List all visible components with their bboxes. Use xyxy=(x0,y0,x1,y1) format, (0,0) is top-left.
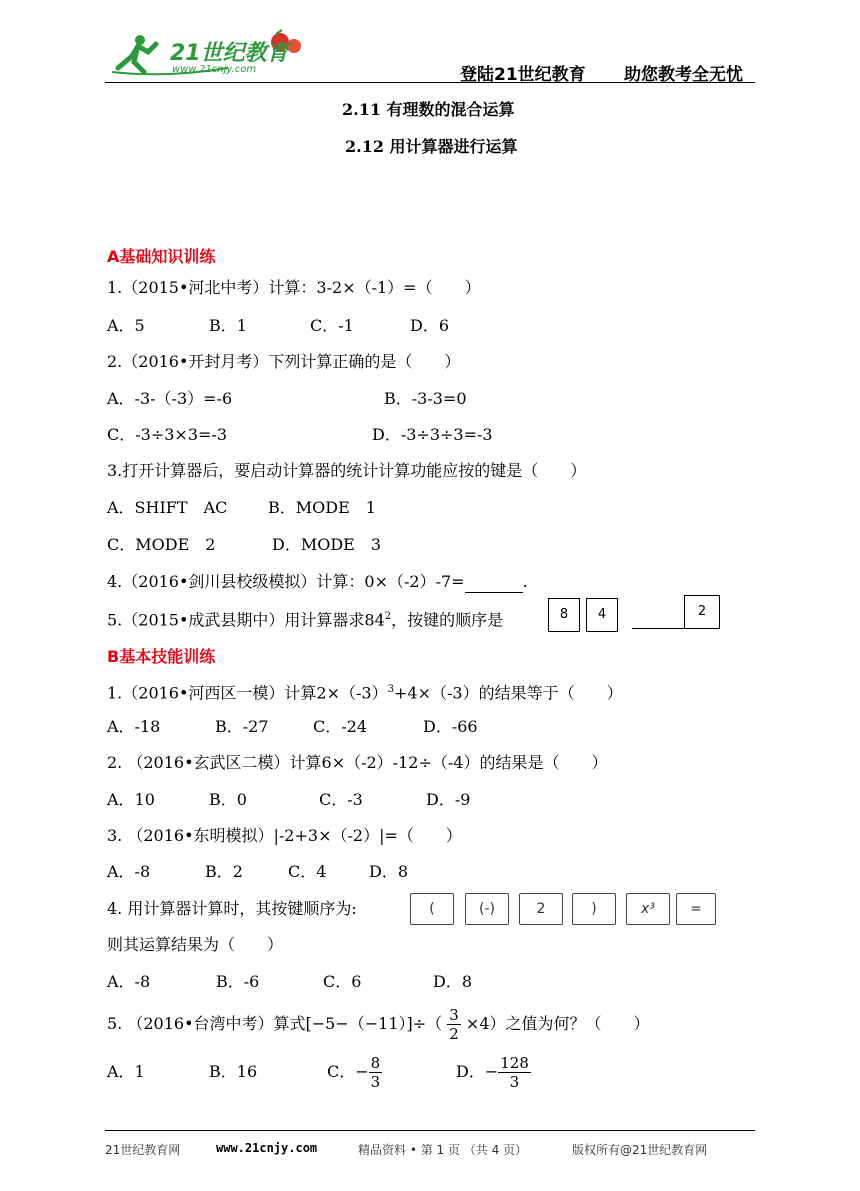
b-q3-option-c: C．4 xyxy=(288,862,327,881)
b-q3-option-d: D．8 xyxy=(369,862,409,881)
a-q2-option-b: B．-3-3=0 xyxy=(384,389,467,408)
b-q3-option-b: B．2 xyxy=(205,862,243,881)
footer-url[interactable]: www.21cnjy.com xyxy=(216,1141,318,1155)
b-question-4-b: 则其运算结果为（ ） xyxy=(107,935,284,954)
fraction-three-halves xyxy=(447,1006,461,1043)
calc-key-negative: (-) xyxy=(465,893,509,925)
header-rule xyxy=(105,82,755,83)
b-q4-option-c: C．6 xyxy=(323,972,362,991)
header-slogan-1: 登陆21世纪教育 xyxy=(460,65,586,85)
b-q1-sup: 3 xyxy=(387,684,394,695)
page-title-2: 2.12 用计算器进行运算 xyxy=(345,137,518,156)
calc-key-open-paren: ( xyxy=(410,893,454,925)
a-q5-text: 5.（2015•成武县期中）用计算器求84 xyxy=(107,610,385,630)
b-q5-option-b: B．16 xyxy=(209,1062,258,1081)
a-q1-option-c: C．-1 xyxy=(310,316,354,335)
b-q5-option-c-label: C．− xyxy=(327,1062,369,1081)
calc-key-two: 2 xyxy=(519,893,563,925)
calc-key-4: 4 xyxy=(586,598,618,632)
calc-key-close-paren: ) xyxy=(572,893,616,925)
footer-copyright: 版权所有@21世纪教育网 xyxy=(572,1143,708,1157)
b-q5-option-a: A．1 xyxy=(107,1062,145,1081)
a-q3-option-b: B．MODE 1 xyxy=(268,498,376,517)
a-q3-option-d: D．MODE 3 xyxy=(272,535,382,554)
b-q1-text-b: +4×（-3）的结果等于（ ） xyxy=(393,683,623,703)
b-q3-option-a: A．-8 xyxy=(107,862,151,881)
b-question-1 xyxy=(107,680,623,703)
b-q2-option-d: D．-9 xyxy=(426,790,471,809)
a-q3-option-a: A．SHIFT AC xyxy=(107,498,228,517)
a-q1-option-a: A．5 xyxy=(107,316,145,335)
a-question-2: 2.（2016•开封月考）下列计算正确的是（ ） xyxy=(107,352,461,371)
section-a-heading: A基础知识训练 xyxy=(107,247,216,266)
b-q2-option-a: A．10 xyxy=(107,790,155,809)
logo-text: 21世纪教育 xyxy=(170,41,289,66)
fraction-128-thirds xyxy=(498,1054,531,1091)
a-q2-option-c: C．-3÷3×3=-3 xyxy=(107,425,227,444)
b-q2-option-c: C．-3 xyxy=(319,790,363,809)
a-q1-option-b: B．1 xyxy=(209,316,247,335)
calc-key-2: 2 xyxy=(684,595,720,629)
a-question-3: 3.打开计算器后，要启动计算器的统计计算功能应按的键是（ ） xyxy=(107,461,587,480)
b-q5-option-d xyxy=(456,1050,531,1094)
b-q1-option-d: D．-66 xyxy=(423,717,478,736)
b-q2-option-b: B．0 xyxy=(209,790,247,809)
a-q4-text: 4.（2016•剑川县校级模拟）计算：0×（-2）-7= xyxy=(107,572,465,591)
a-q2-option-a: A．-3-（-3）=-6 xyxy=(107,389,233,408)
a-question-4 xyxy=(107,572,528,593)
frac-num: 8 xyxy=(370,1054,381,1072)
footer-page: 精品资料 • 第 1 页 （共 4 页） xyxy=(358,1143,528,1157)
b-question-5 xyxy=(107,1004,650,1044)
b-q5-text: 5. （2016•台湾中考）算式[−5−（−11）]÷（ xyxy=(107,1014,443,1033)
a-q4-end: . xyxy=(522,572,528,591)
a-q2-option-d: D．-3÷3÷3=-3 xyxy=(372,425,493,444)
a-question-5 xyxy=(107,607,503,630)
b-q1-option-a: A．-18 xyxy=(107,717,161,736)
calc-key-cube: x³ xyxy=(626,893,670,925)
footer-rule xyxy=(105,1130,755,1131)
a-q5-text-b: ，按键的顺序是 xyxy=(391,610,504,630)
a-q5-sup: 2 xyxy=(384,611,392,622)
a-q1-option-d: D．6 xyxy=(410,316,450,335)
b-q1-option-c: C．-24 xyxy=(313,717,368,736)
frac-den: 3 xyxy=(509,1073,520,1091)
footer-left: 21世纪教育网 xyxy=(105,1143,181,1157)
b-question-3: 3. （2016•东明模拟）|-2+3×（-2）|=（ ） xyxy=(107,826,462,845)
b-q1-text: 1.（2016•河西区一模）计算2×（-3） xyxy=(107,683,388,703)
calc-key-8: 8 xyxy=(548,598,580,632)
answer-blank xyxy=(465,572,523,593)
a-q3-option-c: C．MODE 2 xyxy=(107,535,216,554)
header-slogan-2: 助您教考全无忧 xyxy=(624,65,743,85)
logo-url: www.21cnjy.com xyxy=(172,64,257,75)
frac-num: 3 xyxy=(449,1006,459,1024)
b-q4-option-a: A．-8 xyxy=(107,972,151,991)
key-blank xyxy=(632,610,684,629)
fraction-eight-thirds xyxy=(369,1054,383,1091)
page-title-1: 2.11 有理数的混合运算 xyxy=(342,100,515,119)
frac-den: 2 xyxy=(449,1025,459,1043)
b-q5-option-d-label: D．− xyxy=(456,1062,499,1081)
b-q1-option-b: B．-27 xyxy=(215,717,269,736)
b-q5-text-b: ×4）之值为何？（ ） xyxy=(465,1014,650,1033)
b-q4-option-b: B．-6 xyxy=(216,972,260,991)
section-b-heading: B基本技能训练 xyxy=(107,647,216,666)
frac-den: 3 xyxy=(370,1073,381,1091)
b-q4-option-d: D．8 xyxy=(433,972,473,991)
b-question-4: 4. 用计算器计算时，其按键顺序为: xyxy=(107,899,357,918)
frac-num: 128 xyxy=(500,1054,529,1072)
b-question-2: 2. （2016•玄武区二模）计算6×（-2）-12÷（-4）的结果是（ ） xyxy=(107,753,608,772)
b-q5-option-c xyxy=(327,1050,382,1094)
calc-key-equals: = xyxy=(676,893,716,925)
a-question-1: 1.（2015•河北中考）计算：3-2×（-1）=（ ） xyxy=(107,278,481,297)
